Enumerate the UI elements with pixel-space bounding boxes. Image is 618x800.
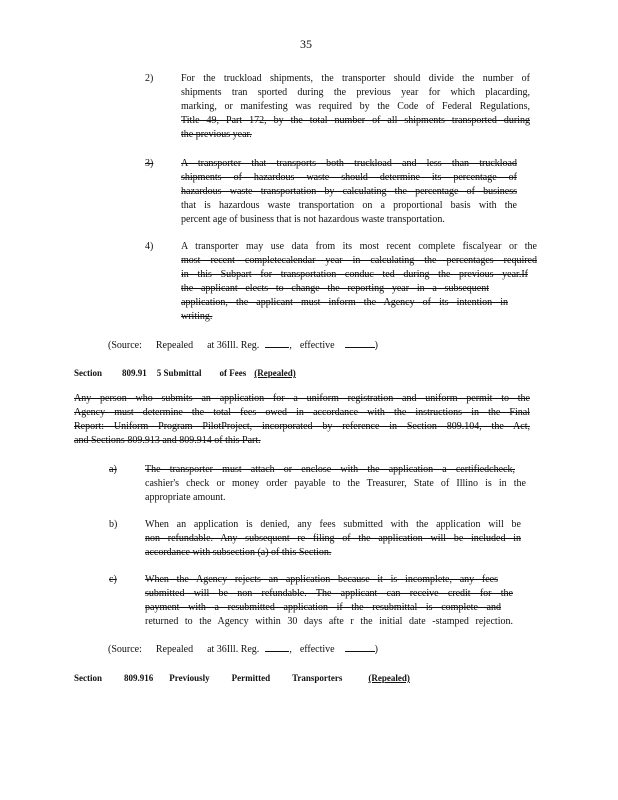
item-a-label: a) (109, 464, 117, 475)
section-number: 809.916 (124, 673, 154, 683)
item-b-line-2: non refundable. Any subsequent re filing of the application will be included in (145, 533, 521, 544)
item-3-line-2: shipments of hazardous waste should determine its percentage of (181, 172, 517, 183)
effective-blank (345, 642, 375, 652)
item-c-line-1: When the Agency rejects an application because it is incomplete, any fees (145, 574, 498, 585)
item-c-line-3: payment with a resubmitted application if the resubmittal is complete and (145, 602, 501, 613)
source-register: at 36Ill. Reg. (207, 340, 260, 351)
section-title-c: Transporters (292, 673, 343, 683)
item-2-line-3: marking, or manifesting was required by the Code of Federal Regulations, (181, 101, 530, 112)
item-2-line-2: shipments tran sported during the previous year for which placarding, (181, 87, 530, 98)
page-number: 35 (300, 37, 312, 51)
item-3-line-4: that is hazardous waste transportation on a proportional basis with the (181, 200, 517, 211)
item-b-label: b) (109, 519, 118, 530)
item-b-line-3: accordance with subsection (a) of this Section. (145, 547, 332, 558)
item-4-line-3: in this Subpart for transportation conduc ted during the previous year.If (181, 269, 528, 280)
source-comma: , (289, 340, 292, 351)
source-repealed: Repealed (155, 644, 194, 655)
item-b-line-1: When an application is denied, any fees submitted with the application will be (145, 519, 521, 530)
item-2-label: 2) (145, 73, 154, 84)
section-809-916-heading (74, 672, 428, 684)
item-3-line-5: percent age of business that is not hazardous waste transportation. (181, 214, 445, 225)
source-comma: , (289, 644, 292, 655)
section-809-915-paragraph (74, 392, 530, 448)
item-4-label: 4) (145, 241, 154, 252)
item-2-line-4: Title 49, Part 172, by the total number of all shipments transported during (181, 115, 530, 126)
section-word: Section (74, 673, 102, 683)
paragraph-line-2: Agency must determine the total fees owed in accordance with the instructions in the Final (74, 407, 530, 418)
item-4-text (181, 240, 537, 324)
item-4-line-2: most recent completecalendar year in calculating the percentages required (181, 255, 537, 266)
item-c-text (145, 573, 513, 629)
item-4-line-4: the applicant elects to change the reporting year in a subsequent (181, 283, 489, 294)
source-note-1 (108, 338, 378, 353)
paragraph-line-1: Any person who submits an application for a uniform registration and uniform permit to the (74, 393, 530, 404)
section-title-a: 5 Submittal (156, 368, 202, 378)
section-title-b: of Fees (219, 368, 247, 378)
item-3-line-1: A transporter that transports both truckload and less than truckload (181, 158, 517, 169)
source-register: at 36Ill. Reg. (207, 644, 260, 655)
item-2-text (181, 72, 530, 142)
item-3-label: 3) (145, 158, 154, 169)
item-a-line-2: cashier's check or money order payable to the Treasurer, State of Illino is in the (145, 478, 526, 489)
item-c-line-4: returned to the Agency within 30 days afte r the initial date -stamped rejection. (145, 616, 513, 627)
item-a-line-1: The transporter must attach or enclose with the application a certifiedcheck, (145, 464, 515, 475)
source-effective: effective (299, 644, 335, 655)
section-title-a: Previously (169, 673, 210, 683)
section-repealed-tag: (Repealed) (254, 368, 296, 378)
item-c-label: c) (109, 574, 117, 585)
item-4-line-6: writing. (181, 311, 213, 322)
item-a-line-3: appropriate amount. (145, 492, 226, 503)
section-number: 809.91 (122, 368, 147, 378)
paragraph-line-3: Report: Uniform Program PilotProject, incorporated by reference in Section 809.104, the Act, (74, 421, 530, 432)
item-b-text (145, 518, 521, 560)
section-word: Section (74, 368, 102, 378)
item-2-line-5: the previous year. (181, 129, 252, 140)
source-open: (Source: (108, 644, 142, 655)
register-blank (265, 338, 289, 348)
item-2-line-1: For the truckload shipments, the transporter should divide the number of (181, 73, 530, 84)
effective-blank (345, 338, 375, 348)
source-repealed: Repealed (155, 340, 194, 351)
paragraph-line-4: and Sections 809.913 and 809.914 of this Part. (74, 435, 261, 446)
section-809-915-heading (74, 367, 316, 379)
register-blank (265, 642, 289, 652)
source-close: ) (374, 340, 378, 351)
item-4-line-5: application, the applicant must inform the Agency of its intention in (181, 297, 508, 308)
item-c-line-2: submitted will be non refundable. The applicant can receive credit for the (145, 588, 513, 599)
section-title-b: Permitted (231, 673, 271, 683)
item-3-line-3: hazardous waste transportation by calculating the percentage of business (181, 186, 517, 197)
source-note-2 (108, 642, 378, 657)
item-a-text (145, 463, 526, 505)
source-open: (Source: (108, 340, 142, 351)
source-close: ) (374, 644, 378, 655)
item-3-text (181, 157, 517, 227)
section-repealed-tag: (Repealed) (368, 673, 410, 683)
source-effective: effective (299, 340, 335, 351)
item-4-line-1: A transporter may use data from its most recent complete fiscalyear or the (181, 241, 537, 252)
